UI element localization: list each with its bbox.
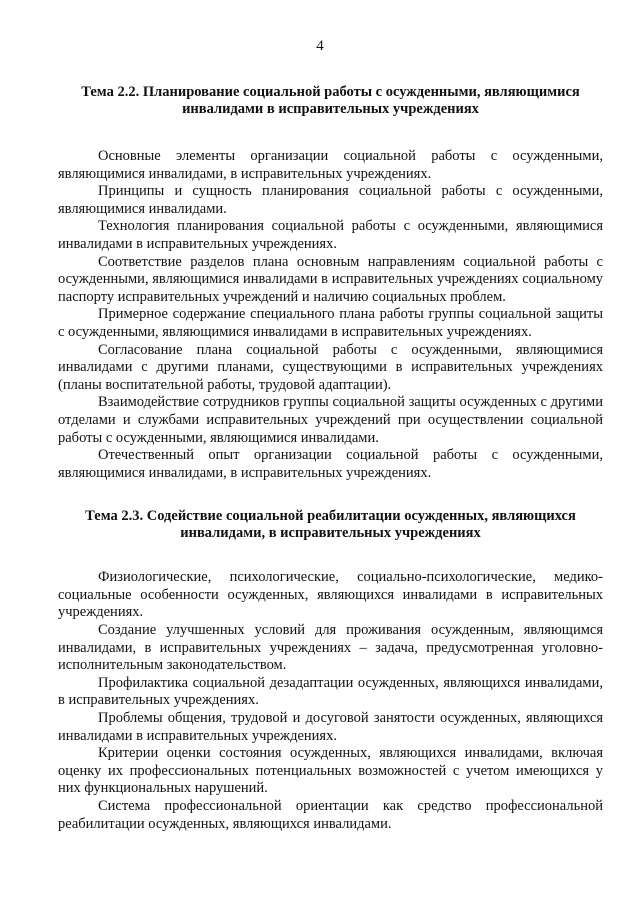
- section-title: Тема 2.2. Планирование социальной работы с осужденными, являющимися инвалидами в исправительных учреждениях: [81, 84, 580, 117]
- paragraph: Создание улучшенных условий для проживания осужденным, являющимся инвалидами, в исправительных учреждениях – задача, предусмотренная уголовно-исполнительным законодательством.: [58, 622, 603, 674]
- page-number: 4: [316, 38, 324, 54]
- paragraph: Принципы и сущность планирования социальной работы с осужденными, являющимися инвалидами.: [58, 183, 603, 217]
- paragraph: Примерное содержание специального плана работы группы социальной защиты с осужденными, являющимися инвалидами в исправительных учреждениях.: [58, 306, 603, 340]
- paragraph: Отечественный опыт организации социальной работы с осужденными, являющимися инвалидами, в исправительных учреждениях.: [58, 447, 603, 481]
- paragraph: Согласование плана социальной работы с осужденными, являющимися инвалидами с другими планами, существующими в исправительных учреждениях (планы воспитательной работы, трудовой адаптации).: [58, 341, 603, 393]
- paragraph: Основные элементы организации социальной работы с осужденными, являющимися инвалидами, в исправительных учреждениях.: [58, 148, 603, 182]
- document-content: [58, 84, 603, 833]
- paragraph: Проблемы общения, трудовой и досуговой занятости осужденных, являющихся инвалидами в исправительных учреждениях.: [58, 710, 603, 744]
- section-topic-2-3: [58, 508, 603, 833]
- section-title: Тема 2.3. Содействие социальной реабилитации осужденных, являющихся инвалидами, в исправительных учреждениях: [85, 508, 576, 542]
- paragraph: Система профессиональной ориентации как средство профессиональной реабилитации осужденных, являющихся инвалидами.: [58, 798, 603, 832]
- paragraph: Физиологические, психологические, социально-психологические, медико-социальные особенности осужденных, являющихся инвалидами в исправительных учреждениях.: [58, 569, 603, 621]
- paragraph: Соответствие разделов плана основным направлениям социальной работы с осужденными, являющимися инвалидами в исправительных учреждениях социальному паспорту исправительных учреждений и наличию социальных проблем.: [58, 253, 603, 305]
- section-topic-2-2: [58, 84, 603, 482]
- paragraph: Технология планирования социальной работы с осужденными, являющимися инвалидами в исправительных учреждениях.: [58, 218, 603, 252]
- paragraph: Профилактика социальной дезадаптации осужденных, являющихся инвалидами, в исправительных учреждениях.: [58, 674, 603, 709]
- paragraph: Критерии оценки состояния осужденных, являющихся инвалидами, включая оценку их профессиональных потенциальных возможностей с учетом имеющихся у них функциональных нарушений.: [58, 745, 603, 797]
- paragraph: Взаимодействие сотрудников группы социальной защиты осужденных с другими отделами и службами исправительных учреждений при осуществлении социальной работы с осужденными, являющимися инвалидами.: [58, 394, 603, 446]
